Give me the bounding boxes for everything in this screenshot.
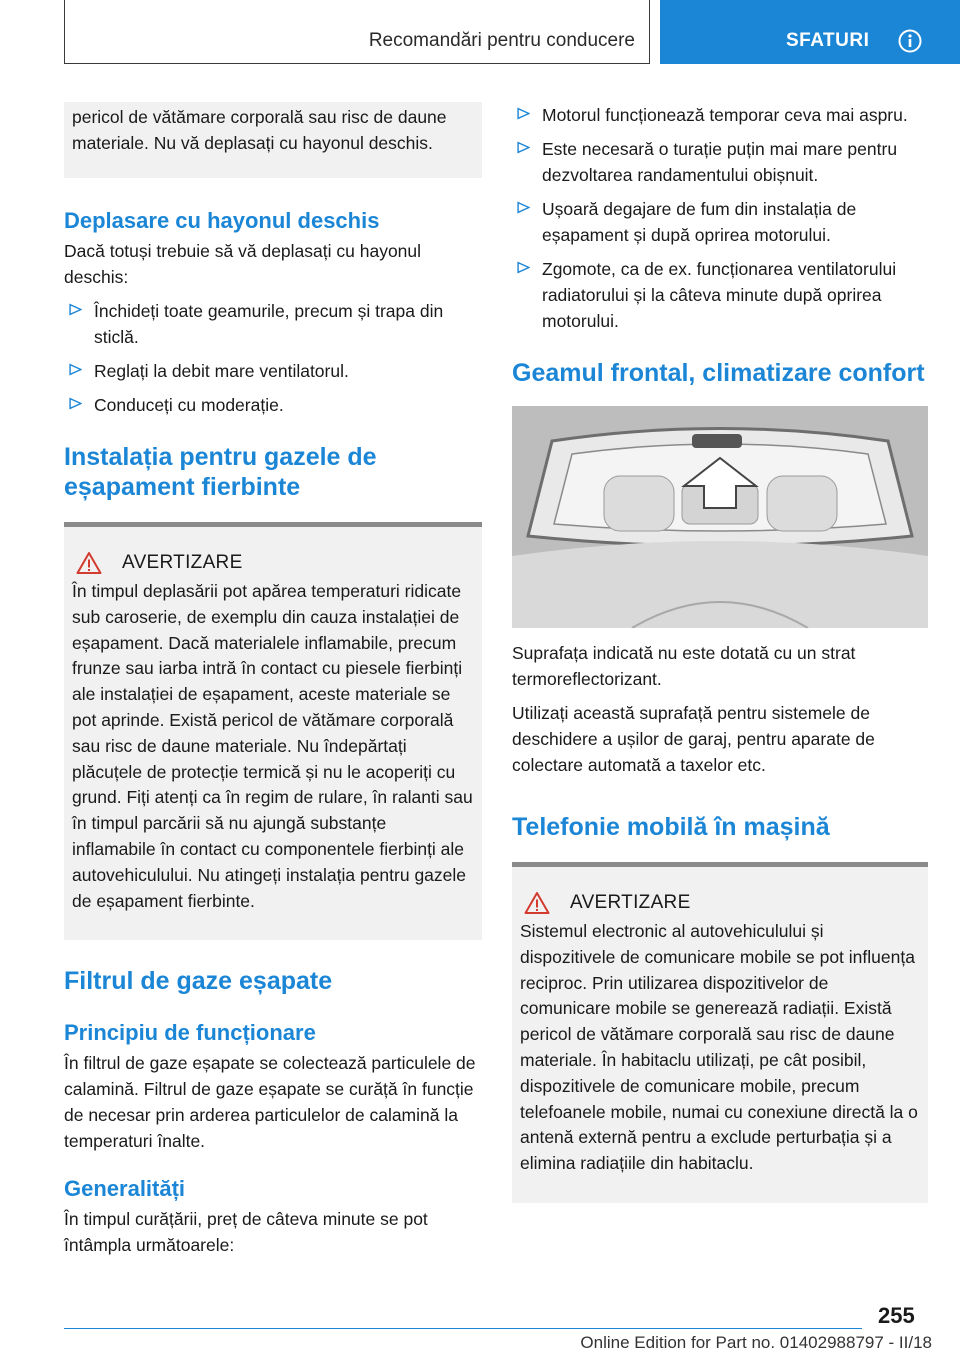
general-text: În timpul curățării, preț de câteva minute se pot întâmpla următoarele: <box>64 1209 428 1256</box>
page-number: 255 <box>878 1303 915 1328</box>
bullet-triangle-icon <box>69 363 82 376</box>
warning-text: Sistemul electronic al autovehiculului și dispozitivele de comunicare mobile se pot influența reciproc. Prin utilizarea dispozitivelor de comunicare mobile se generează radiații. Există pericol de vătămare corporală sau risc de daune materiale. În habitaclu utilizați, pe cât posibil, dispozitivele de comunicare mobile, precum telefoanele mobile, numai cu conexiune directă la o antenă externă pentru a exclude perturbația și a elimina radiațiile din habitaclu. <box>520 921 918 1174</box>
list-item-text: Motorul funcționează temporar ceva mai aspru. <box>542 105 908 125</box>
list-item-text: Ușoară degajare de fum din instalația de eșapament și după oprirea motorului. <box>542 199 857 245</box>
warning-title: AVERTIZARE <box>570 892 691 913</box>
section-label: SFATURI <box>786 30 870 51</box>
info-circle-icon <box>898 29 922 53</box>
heading-mobile-phones: Telefonie mobilă în mașină <box>512 813 830 841</box>
right-column <box>512 102 928 1203</box>
operating-principle-text: În filtrul de gaze eșapate se colectează particulele de calamină. Filtrul de gaze eșapate se curăță în funcție de necesar prin arderea particulelor de calamină la temperaturi înalte. <box>64 1053 476 1152</box>
warning-box-exhaust <box>64 522 482 940</box>
list-item-text: Reglați la debit mare ventilatorul. <box>94 361 349 381</box>
tailgate-intro-text: Dacă totuși trebuie să vă deplasați cu hayonul deschis: <box>64 241 422 287</box>
bullet-triangle-icon <box>517 261 530 274</box>
list-item <box>64 392 482 418</box>
heading-drive-with-tailgate-open: Deplasare cu hayonul deschis <box>64 208 380 233</box>
warning-triangle-icon <box>76 551 102 575</box>
list-item <box>512 196 928 248</box>
footer-divider <box>64 1328 862 1329</box>
cleaning-effects-list <box>512 102 928 334</box>
bullet-triangle-icon <box>517 141 530 154</box>
intro-note-text: pericol de vătămare corporală sau risc de daune materiale. Nu vă deplasați cu hayonul deschis. <box>72 107 447 153</box>
windshield-note-text: Suprafața indicată nu este dotată cu un strat termoreflectorizant. <box>512 643 856 689</box>
bullet-triangle-icon <box>69 397 82 410</box>
warning-box-mobile <box>512 862 928 1203</box>
warning-triangle-icon <box>524 891 550 915</box>
list-item-text: Este necesară o turație puțin mai mare pentru dezvoltarea randamentului obișnuit. <box>542 139 898 185</box>
left-column <box>64 102 482 1258</box>
tailgate-list <box>64 298 482 418</box>
list-item <box>64 298 482 350</box>
bullet-triangle-icon <box>517 107 530 120</box>
heading-general: Generalități <box>64 1176 186 1202</box>
heading-windshield: Geamul frontal, climatizare confort <box>512 359 925 387</box>
chapter-title: Recomandări pentru conducere <box>368 30 635 51</box>
list-item-text: Conduceți cu moderație. <box>94 395 284 415</box>
header-title-box <box>64 0 650 64</box>
heading-exhaust-filter: Filtrul de gaze eșapate <box>64 967 333 996</box>
warning-text: În timpul deplasării pot apărea temperaturi ridicate sub caroserie, de exemplu din cauza instalației de eșapament. Dacă materialele inflamabile, precum frunze sau iarba intră în contact cu piesele fierbinți ale instalației de eșapament, aceste materiale se pot aprinde. Există pericol de vătămare corporală sau risc de daune materiale. Nu îndepărtați plăcuțele de protecție termică și nu le acoperiți cu grund. Fiți atenți ca în regim de rulare, în ralanti sau în timpul parcării să nu ajungă substanțe inflamabile în contact cu componentele fierbinți ale autovehiculului. Nu atingeți instalația pentru gazele de eșapament fierbinte. <box>72 581 473 911</box>
list-item <box>512 256 928 334</box>
list-item <box>64 358 482 384</box>
list-item <box>512 136 928 188</box>
edition-note: Online Edition for Part no. 01402988797 - II/18 <box>580 1333 932 1352</box>
list-item-text: Închideți toate geamurile, precum și trapa din sticlă. <box>94 301 444 347</box>
windshield-usage-text: Utilizați această suprafață pentru sistemele de deschidere a ușilor de garaj, pentru aparate de colectare automată a taxelor etc. <box>512 703 875 775</box>
list-item <box>512 102 928 128</box>
bullet-triangle-icon <box>517 201 530 214</box>
header-section-tab <box>660 0 960 64</box>
list-item-text: Zgomote, ca de ex. funcționarea ventilatorului radiatorului și la câteva minute după oprirea motorului. <box>542 259 897 331</box>
intro-note-box <box>64 102 482 178</box>
heading-hot-exhaust: Instalația pentru gazele de eșapament fierbinte <box>64 443 377 501</box>
bullet-triangle-icon <box>69 303 82 316</box>
windshield-photo <box>512 406 928 628</box>
heading-operating-principle: Principiu de funcționare <box>64 1020 316 1046</box>
warning-title: AVERTIZARE <box>122 552 243 573</box>
